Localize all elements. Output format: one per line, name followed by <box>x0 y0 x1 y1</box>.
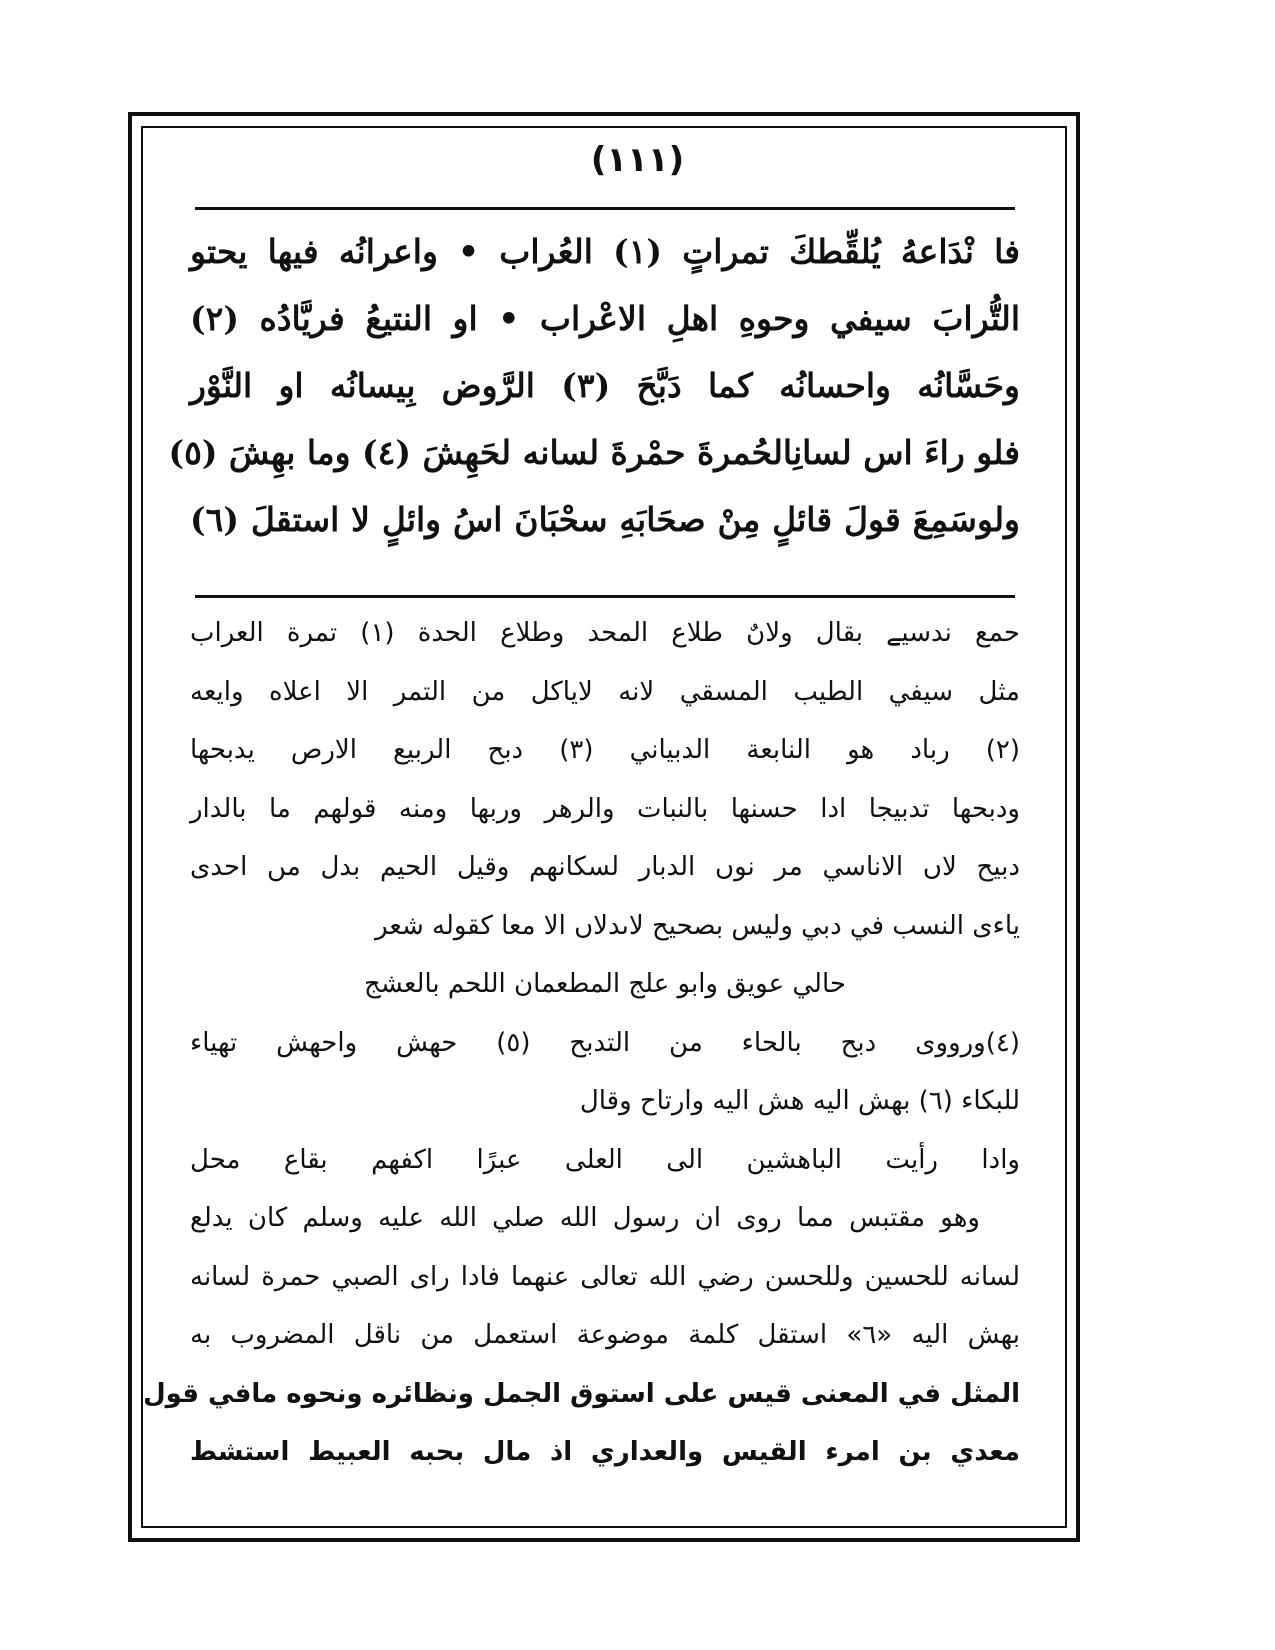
footnotes-block <box>143 604 1021 1482</box>
quoted-verse-line: حالي عويق وابو علج المطعمان اللحم بالعشج <box>364 969 846 999</box>
footnote-line: (٤)ورووى دبح بالحاء من التدبح (٥) حهش واحهش تهياء <box>190 1027 1021 1058</box>
footnote-line: دبيح لاں الاناسي مر نوں الدبار لسكانهم وقيل الحيم بدل مں احدى <box>190 852 1020 882</box>
footnote-separator-rule <box>195 595 1015 598</box>
verse-text-block <box>168 218 1020 553</box>
footnote-line: حمع ندسيے بقال ولاںٌ طلاع المحد وطلاع الحدة (١) تمرة العراب <box>190 618 1020 648</box>
footnote-line: لسانه للحسين وللحسن رضي الله تعالى عنهما فادا راى الصبي حمرة لسانه <box>190 1261 1020 1292</box>
verse-line: ولوسَمِعَ قولَ قائلٍ مِنْ صحَابَهِ سحْبَانَ اسُ وائلٍ لا استقلَ (٦) <box>190 500 1020 539</box>
footnote-line: ياءى النسب في دبي وليس بصحيح لاںدلاں الا معا كقوله شعر <box>375 910 1020 941</box>
verse-line: التُّرابَ سيفي وحوهِ اهلِ الاعْراب • او النتيعُ فريَّادُه (٢) <box>190 299 1020 338</box>
footnote-line: ودبحها تدبيجا ادا حسنها بالنبات والرهر وربها ومنه قولهم ما بالدار <box>190 793 1020 824</box>
verse-line: فا نْدَاعهُ يُلقِّطكَ تمراتٍ (١) العُراب • واعرانُه فيها يحتو <box>190 232 1020 271</box>
footnote-line: للبكاء (٦) بهش اليه هش اليه وارتاح وقال <box>579 1086 1020 1116</box>
verse-line: فلو راءَ اس لسانِالحُمرةَ حمْرةَ لسانه لحَهِشَ (٤) وما بهِشَ (٥) <box>168 433 1020 472</box>
footnote-line: المثل في المعنى قيس على استوق الجمل ونظائره ونحوه مافي قول <box>143 1378 1020 1409</box>
header-rule <box>195 207 1015 210</box>
quoted-verse-line: وادا رأيت الباهشين الى العلى عبرًا اكفهم بقاع محل <box>190 1144 1020 1175</box>
footnote-line: وهو مقتبس مما روى ان رسول الله صلي الله عليه وسلم كان يدلع <box>190 1203 980 1233</box>
verse-line: وحَسَّانُه واحسانُه كما دَبَّحَ (٣) الرَّوض بِيسانُه او النَّوْر <box>190 366 1020 405</box>
footnote-line: مثل سيفي الطيب المسقي لانه لاياكل من التمر الا اعلاه وايعه <box>190 676 1020 707</box>
footnote-line: معدي بن امرء القيس والعداري اذ مال بحبه العبيط استشط <box>190 1437 1020 1467</box>
footnote-line: (٢) رباد هو النابعة الدبياني (٣) دبح الربيع الارص يدبحها <box>190 735 1020 765</box>
footnote-line: بهش اليه «٦» استقل كلمة موضوعة استعمل من ناقل المضروب به <box>190 1320 1020 1350</box>
page-number: (١١١) <box>590 140 685 180</box>
